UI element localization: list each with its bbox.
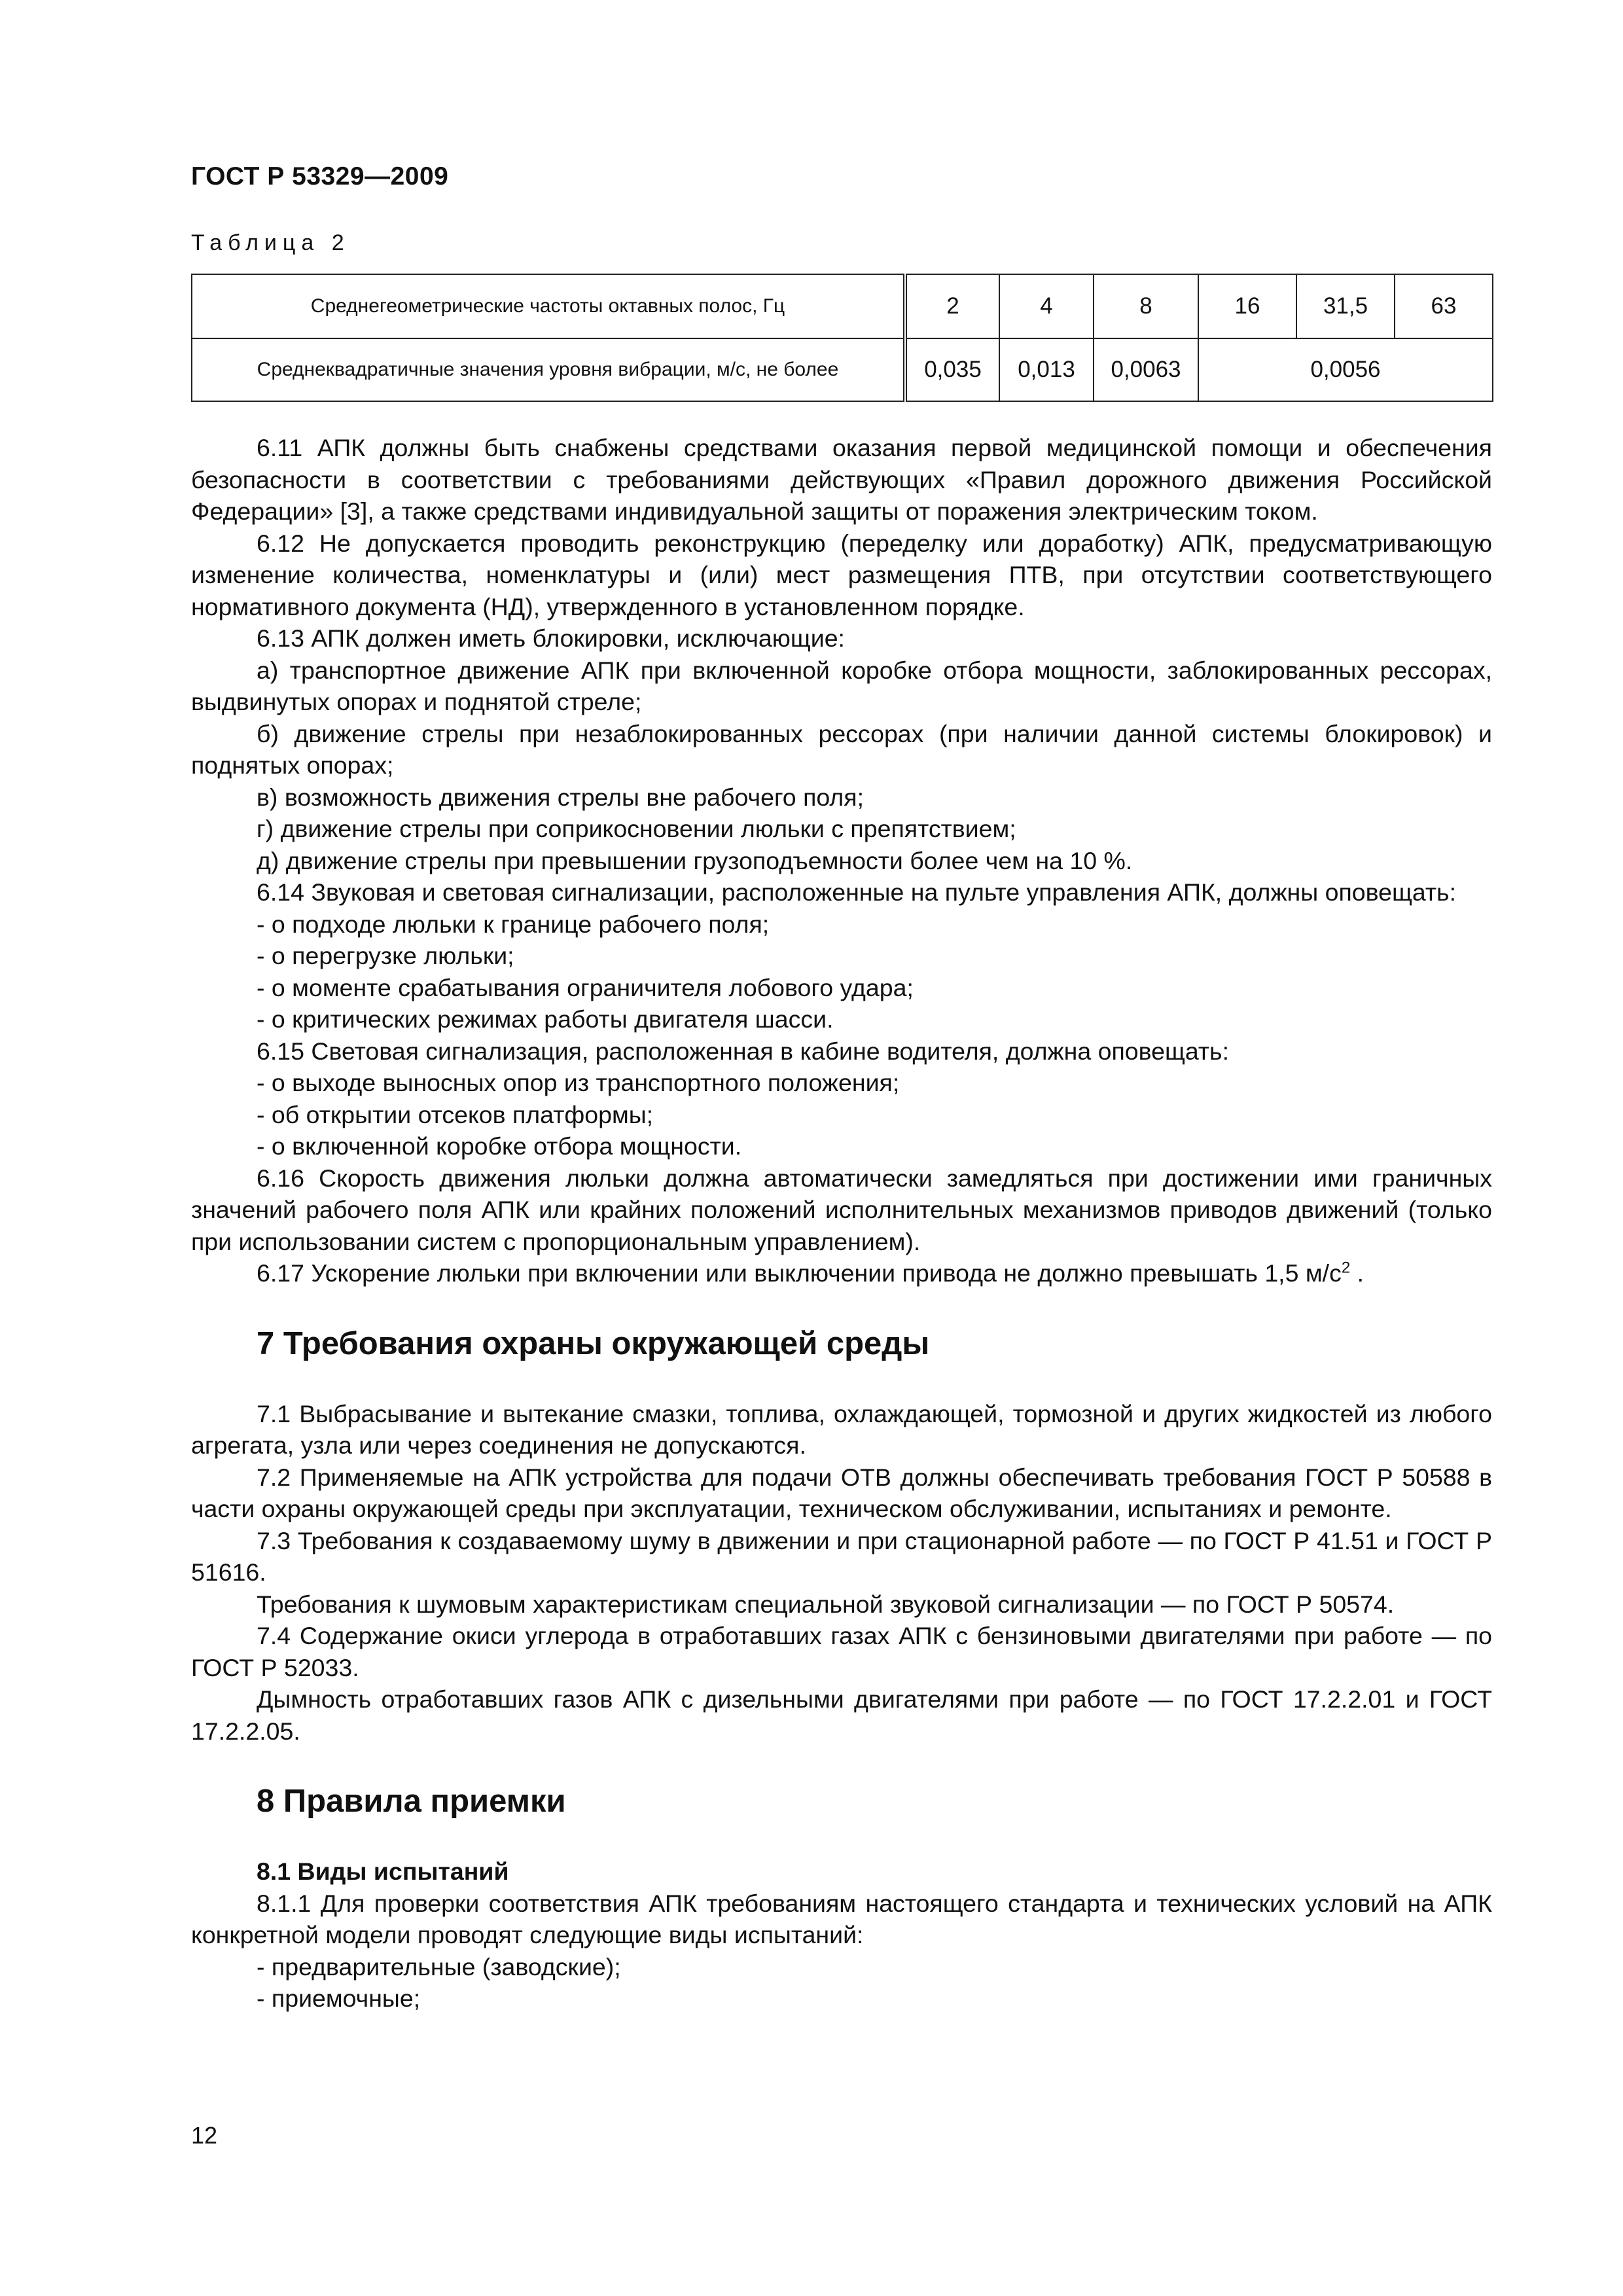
table-cell: 0,035 (905, 338, 999, 401)
table-cell-merged: 0,0056 (1198, 338, 1493, 401)
section-8-heading: 8 Правила приемки (257, 1784, 566, 1819)
section-7-heading: 7 Требования охраны окружающей среды (257, 1325, 930, 1361)
paragraph-7-1: 7.1 Выбрасывание и вытекание смазки, топлива, охлаждающей, тормозной и других жидкостей из любого агрегата, узла или через соединения не допускаются. (191, 1399, 1492, 1459)
list-item: - об открытии отсеков платформы; (257, 1100, 654, 1128)
table-cell: 0,013 (999, 338, 1094, 401)
table-row-label: Среднеквадратичные значения уровня вибрации, м/с, не более (192, 338, 905, 401)
table-cell: 16 (1198, 274, 1296, 338)
paragraph-6-11: 6.11 АПК должны быть снабжены средствами оказания первой медицинской помощи и обеспечения безопасности в соответствии с требованиями действующих «Правил дорожного движения Российской Федерации» [3], а также средствами индивидуальной защиты от поражения электрическим током. (191, 434, 1492, 525)
paragraph-6-17 (191, 1257, 1492, 1289)
list-item: - о моменте срабатывания ограничителя лобового удара; (257, 973, 914, 1001)
paragraph-6-14: 6.14 Звуковая и световая сигнализации, расположенные на пульте управления АПК, должны оповещать: (257, 878, 1456, 906)
list-item: - предварительные (заводские); (257, 1952, 621, 1981)
table-cell: 0,0063 (1094, 338, 1198, 401)
table-row-values (192, 338, 1493, 401)
subsection-8-1-heading: 8.1 Виды испытаний (257, 1857, 509, 1885)
paragraph-6-13: 6.13 АПК должен иметь блокировки, исключающие: (257, 624, 845, 652)
list-item: а) транспортное движение АПК при включенной коробке отбора мощности, заблокированных рессорах, выдвинутых опорах и поднятой стреле; (191, 656, 1492, 715)
vibration-table (191, 274, 1493, 402)
paragraph-6-16: 6.16 Скорость движения люльки должна автоматически замедляться при достижении ими граничных значений рабочего поля АПК или крайних положений исполнительных механизмов приводов движений (только при использовании систем с пропорциональным управлением). (191, 1164, 1492, 1255)
list-item: в) возможность движения стрелы вне рабочего поля; (257, 783, 865, 811)
table-row-label: Среднегеометрические частоты октавных полос, Гц (192, 274, 905, 338)
paragraph-6-12: 6.12 Не допускается проводить реконструкцию (переделку или доработку) АПК, предусматривающую изменение количества, номенклатуры и (или) мест размещения ПТВ, при отсутствии соответствующего нормативного документа (НД), утвержденного в установленном порядке. (191, 529, 1492, 620)
list-item: б) движение стрелы при незаблокированных рессорах (при наличии данной системы блокировок) и поднятых опорах; (191, 719, 1492, 779)
table-cell: 4 (999, 274, 1094, 338)
paragraph-7-3: 7.3 Требования к создаваемому шуму в движении и при стационарной работе — по ГОСТ Р 41.51 и ГОСТ Р 51616. (191, 1526, 1492, 1586)
table-row-frequencies (192, 274, 1493, 338)
list-item: - приемочные; (257, 1984, 421, 2012)
paragraph-7-2: 7.2 Применяемые на АПК устройства для подачи ОТВ должны обеспечивать требования ГОСТ Р 50588 в части охраны окружающей среды при эксплуатации, техническом обслуживании, испытаниях и ремонте. (191, 1463, 1492, 1522)
table-cell: 63 (1395, 274, 1493, 338)
paragraph-8-1-1: 8.1.1 Для проверки соответствия АПК требованиям настоящего стандарта и технических условий на АПК конкретной модели проводят следующие виды испытаний: (191, 1889, 1492, 1948)
list-item: - о перегрузке люльки; (257, 942, 514, 969)
paragraph-6-15: 6.15 Световая сигнализация, расположенная в кабине водителя, должна оповещать: (257, 1037, 1229, 1065)
list-item: - о включенной коробке отбора мощности. (257, 1132, 742, 1160)
table-cell: 8 (1094, 274, 1198, 338)
table-cell: 2 (905, 274, 999, 338)
document-body (191, 432, 1492, 2015)
paragraph-6-17-text: 6.17 Ускорение люльки при включении или выключении привода не должно превышать 1,5 м/с (257, 1259, 1342, 1287)
page-number: 12 (191, 2122, 218, 2149)
superscript: 2 (1341, 1259, 1351, 1277)
list-item: - о критических режимах работы двигателя шасси. (257, 1005, 834, 1033)
list-item: - о подходе люльки к границе рабочего поля; (257, 910, 770, 938)
table-title: Таблица 2 (191, 230, 350, 255)
paragraph-7-4-b: Дымность отработавших газов АПК с дизельными двигателями при работе — по ГОСТ 17.2.2.01 и ГОСТ 17.2.2.05. (191, 1685, 1492, 1745)
list-item: д) движение стрелы при превышении грузоподъемности более чем на 10 %. (257, 846, 1133, 874)
list-item: - о выходе выносных опор из транспортного положения; (257, 1069, 900, 1096)
paragraph-7-3-b: Требования к шумовым характеристикам специальной звуковой сигнализации — по ГОСТ Р 50574. (257, 1590, 1395, 1618)
table-cell: 31,5 (1296, 274, 1395, 338)
paragraph-7-4: 7.4 Содержание окиси углерода в отработавших газах АПК с бензиновыми двигателями при работе — по ГОСТ Р 52033. (191, 1622, 1492, 1681)
document-header: ГОСТ Р 53329—2009 (191, 162, 449, 190)
paragraph-6-17-end: . (1350, 1259, 1364, 1287)
list-item: г) движение стрелы при соприкосновении люльки с препятствием; (257, 815, 1016, 842)
